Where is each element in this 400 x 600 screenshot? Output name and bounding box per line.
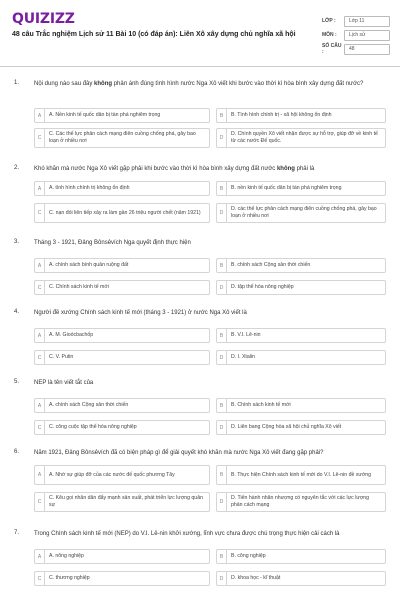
- option-text: C. công cuộc tập thể hóa nông nghiệp: [49, 424, 137, 430]
- option-c[interactable]: [34, 128, 210, 148]
- question-count-label: SỐ CÂU :: [322, 43, 342, 55]
- option-letter: B: [217, 550, 227, 563]
- worksheet-header: [0, 0, 400, 70]
- option-letter: C: [35, 421, 45, 434]
- option-b[interactable]: [216, 181, 386, 196]
- option-letter: C: [35, 129, 45, 147]
- question-text: Trong Chính sách kinh tế mới (NEP) do V.I. Lê-nin khởi xướng, lĩnh vực chưa được chú trọng thực hiện cải cách là: [34, 531, 340, 537]
- option-text: B. V.I. Lê-nin: [231, 332, 261, 338]
- option-text: A. Nền kinh tế quốc dân bị tàn phá nghiêm trọng: [49, 112, 161, 118]
- question-number: 3.: [14, 239, 20, 245]
- option-letter: A: [35, 329, 45, 342]
- option-text: D. Liên bang Cộng hòa xã hội chủ nghĩa Xô viết: [231, 424, 342, 430]
- question-text: NEP là tên viết tắt của: [34, 380, 94, 386]
- option-letter: A: [35, 109, 45, 122]
- option-text: B. Tình hình chính trị - xã hội không ổn định: [231, 112, 332, 118]
- question-number: 1.: [14, 80, 20, 86]
- option-d[interactable]: [216, 203, 386, 223]
- class-field: [322, 15, 390, 27]
- option-a[interactable]: [34, 398, 210, 413]
- question-text: Khó khăn mà nước Nga Xô viết gặp phải khi bước vào thời kì hòa bình xây dựng đất nước không phải là: [34, 166, 315, 172]
- option-d[interactable]: [216, 420, 386, 435]
- option-a[interactable]: [34, 258, 210, 273]
- subject-field: [322, 29, 390, 41]
- subject-label: MÔN :: [322, 32, 337, 38]
- option-letter: C: [35, 281, 45, 294]
- option-letter: A: [35, 399, 45, 412]
- question-text: Năm 1921, Đảng Bônsêvích đã có biện pháp gì để giải quyết khó khăn mà nước Nga Xô viết đang gặp phải?: [34, 450, 324, 456]
- class-value: Lớp 11: [344, 16, 390, 27]
- question-text: Nội dung nào sau đây không phản ánh đúng tình hình nước Nga Xô viết khi bước vào thời kì hòa bình xây dựng đất nước?: [34, 81, 364, 87]
- option-text: D. Tiến hành nhân nhượng có nguyên tắc với các lực lượng phản cách mạng: [231, 495, 369, 508]
- option-letter: D: [217, 421, 227, 434]
- question-number: 4.: [14, 309, 20, 315]
- option-text: B. nền kinh tế quốc dân bị tàn phá nghiêm trọng: [231, 185, 342, 191]
- option-b[interactable]: [216, 258, 386, 273]
- option-b[interactable]: [216, 328, 386, 343]
- option-letter: A: [35, 550, 45, 563]
- option-a[interactable]: [34, 549, 210, 564]
- option-a[interactable]: [34, 181, 210, 196]
- question-number: 6.: [14, 449, 20, 455]
- option-b[interactable]: [216, 398, 386, 413]
- option-letter: B: [217, 109, 227, 122]
- option-text: B. chính sách Cộng sản thời chiến: [231, 262, 311, 268]
- page-title: 48 câu Trắc nghiệm Lịch sử 11 Bài 10 (có đáp án): Liên Xô xây dựng chủ nghĩa xã hội: [12, 31, 296, 38]
- option-b[interactable]: [216, 108, 386, 123]
- option-letter: B: [217, 466, 227, 484]
- option-d[interactable]: [216, 280, 386, 295]
- option-a[interactable]: [34, 108, 210, 123]
- option-letter: A: [35, 466, 45, 484]
- option-letter: B: [217, 182, 227, 195]
- option-text: B. Chính sách kinh tế mới: [231, 402, 291, 408]
- option-text: B. Thực hiện Chính sách kinh tế mới do V.I. Lê-nin đề xướng: [231, 471, 372, 478]
- option-text: D. I. Xtalin: [231, 354, 255, 360]
- subject-value: Lịch sử: [344, 30, 390, 41]
- quizizz-logo[interactable]: QUIZIZZ: [12, 11, 75, 27]
- option-text: D. các thế lực phản cách mạng điên cuồng chống phá, gây bạo loạn ở nhiều nơi: [231, 206, 377, 219]
- question-number: 5.: [14, 379, 20, 385]
- option-c[interactable]: [34, 571, 210, 586]
- option-text: A. nông nghiệp: [49, 553, 84, 559]
- option-d[interactable]: [216, 492, 386, 512]
- question-count-value: 48: [344, 44, 390, 55]
- option-b[interactable]: [216, 465, 386, 485]
- option-text: A. chính sách Cộng sản thời chiến: [49, 402, 129, 408]
- question-number: 2.: [14, 165, 20, 171]
- question-text: Tháng 3 - 1921, Đảng Bônsêvích Nga quyết định thực hiện: [34, 240, 191, 246]
- option-b[interactable]: [216, 549, 386, 564]
- option-text: A. tình hình chính trị không ổn định: [49, 185, 130, 191]
- option-c[interactable]: [34, 492, 210, 512]
- option-text: C. thương nghiệp: [49, 575, 90, 581]
- option-letter: B: [217, 329, 227, 342]
- option-letter: B: [217, 259, 227, 272]
- option-text: C. Chính sách kinh tế mới: [49, 284, 109, 290]
- option-text: B. công nghiệp: [231, 553, 266, 559]
- option-text: D. khoa học - kĩ thuật: [231, 575, 281, 581]
- option-text: A. M. Gioócbachốp: [49, 332, 94, 338]
- option-letter: C: [35, 351, 45, 364]
- class-label: LỚP :: [322, 18, 336, 24]
- option-d[interactable]: [216, 571, 386, 586]
- option-c[interactable]: [34, 420, 210, 435]
- option-letter: D: [217, 351, 227, 364]
- option-text: C. Các thế lực phản cách mạng điên cuồng chống phá, gây bao loạn ở nhiều nơi: [49, 131, 196, 144]
- option-text: C. V. Putin: [49, 354, 74, 360]
- option-text: C. Kêu gọi nhân dân đẩy mạnh sản xuất, phát triển lực lượng quân sự: [49, 495, 203, 508]
- option-d[interactable]: [216, 128, 386, 148]
- option-text: A. chính sách bình quân ruộng đất: [49, 262, 129, 268]
- option-letter: D: [217, 493, 227, 511]
- option-letter: D: [217, 129, 227, 147]
- option-text: A. Nhờ sự giúp đỡ của các nước đế quốc phương Tây: [49, 471, 175, 478]
- option-c[interactable]: [34, 203, 210, 223]
- option-letter: C: [35, 493, 45, 511]
- option-letter: D: [217, 204, 227, 222]
- option-letter: C: [35, 204, 45, 222]
- option-text: C. nạn đói liên tiếp xảy ra làm gần 26 triệu người chết (năm 1921): [49, 209, 201, 216]
- option-letter: C: [35, 572, 45, 585]
- option-letter: D: [217, 281, 227, 294]
- option-a[interactable]: [34, 328, 210, 343]
- option-text: D. Chính quyền Xô viết nhận được sự hỗ trợ, giúp đỡ về kinh tế từ các nước Đế quốc.: [231, 131, 378, 144]
- option-d[interactable]: [216, 350, 386, 365]
- header-divider: [0, 66, 400, 67]
- option-a[interactable]: [34, 465, 210, 485]
- question-number: 7.: [14, 530, 20, 536]
- question-count-field: [322, 43, 390, 55]
- option-text: D. tập thể hóa nông nghiệp: [231, 284, 294, 290]
- option-c[interactable]: [34, 350, 210, 365]
- option-c[interactable]: [34, 280, 210, 295]
- option-letter: B: [217, 399, 227, 412]
- option-letter: A: [35, 182, 45, 195]
- option-letter: D: [217, 572, 227, 585]
- question-text: Người đề xướng Chính sách kinh tế mới (tháng 3 - 1921) ở nước Nga Xô viết là: [34, 310, 247, 316]
- option-letter: A: [35, 259, 45, 272]
